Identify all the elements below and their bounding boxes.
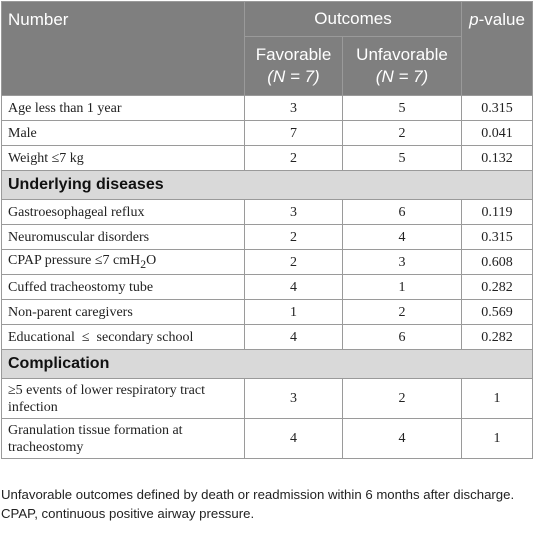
row-unfavorable: 4: [343, 225, 462, 250]
table-row: [2, 146, 533, 171]
row-label: Granulation tissue formation at tracheostomy: [2, 419, 245, 459]
header-p-value: [462, 2, 533, 96]
header-number: Number: [2, 2, 245, 96]
row-p-value: 0.041: [462, 121, 533, 146]
table-row: [2, 96, 533, 121]
row-unfavorable: 6: [343, 325, 462, 350]
row-label: Weight ≤7 kg: [2, 146, 245, 171]
section-row-complication: [2, 350, 533, 379]
row-label: Educational ≤ secondary school: [2, 325, 245, 350]
table-row: [2, 379, 533, 419]
table-row: [2, 200, 533, 225]
header-unfavorable: [343, 37, 462, 96]
row-unfavorable: 5: [343, 96, 462, 121]
table-row: [2, 300, 533, 325]
row-p-value: 0.608: [462, 250, 533, 275]
table-row: [2, 325, 533, 350]
row-unfavorable: 5: [343, 146, 462, 171]
row-favorable: 2: [245, 225, 343, 250]
row-favorable: 4: [245, 325, 343, 350]
row-label-subscript: 2: [140, 257, 147, 271]
row-label: Male: [2, 121, 245, 146]
table-row: [2, 121, 533, 146]
row-p-value: 0.282: [462, 325, 533, 350]
row-unfavorable: 2: [343, 121, 462, 146]
header-outcomes: Outcomes: [245, 2, 462, 37]
row-unfavorable: 6: [343, 200, 462, 225]
row-p-value: 0.282: [462, 275, 533, 300]
row-favorable: 3: [245, 379, 343, 419]
row-label: Neuromuscular disorders: [2, 225, 245, 250]
footnote: Unfavorable outcomes defined by death or readmission within 6 months after discharge.: [1, 487, 515, 502]
row-favorable: 2: [245, 250, 343, 275]
row-favorable: 1: [245, 300, 343, 325]
row-p-value: 0.132: [462, 146, 533, 171]
row-label: [2, 250, 245, 275]
header-unfavorable-n: (N = 7): [375, 67, 429, 86]
row-favorable: 3: [245, 96, 343, 121]
section-title: Complication: [2, 350, 533, 379]
row-label: Gastroesophageal reflux: [2, 200, 245, 225]
row-unfavorable: 1: [343, 275, 462, 300]
row-unfavorable: 3: [343, 250, 462, 275]
row-p-value: 0.119: [462, 200, 533, 225]
row-favorable: 3: [245, 200, 343, 225]
table-header-row: [2, 2, 533, 37]
row-unfavorable: 4: [343, 419, 462, 459]
outcomes-table: [1, 1, 533, 459]
row-p-value: 0.569: [462, 300, 533, 325]
row-unfavorable: 2: [343, 300, 462, 325]
row-label-tail: O: [146, 252, 157, 268]
row-label: Age less than 1 year: [2, 96, 245, 121]
row-label: Cuffed tracheostomy tube: [2, 275, 245, 300]
row-p-value: 1: [462, 379, 533, 419]
section-title: Underlying diseases: [2, 171, 533, 200]
header-unfavorable-label: Unfavorable: [356, 45, 448, 64]
row-label-main: CPAP pressure ≤7 cmH: [8, 252, 141, 268]
row-label: Non-parent caregivers: [2, 300, 245, 325]
row-p-value: 1: [462, 419, 533, 459]
header-p-italic: p: [469, 10, 479, 29]
footnote: CPAP, continuous positive airway pressure.: [1, 506, 255, 521]
header-favorable-label: Favorable: [255, 45, 332, 64]
row-favorable: 4: [245, 419, 343, 459]
header-p-rest: -value: [478, 10, 525, 29]
table-footnotes: [1, 485, 533, 523]
row-favorable: 2: [245, 146, 343, 171]
row-favorable: 7: [245, 121, 343, 146]
table-row: [2, 225, 533, 250]
header-favorable-n: (N = 7): [267, 67, 320, 86]
row-favorable: 4: [245, 275, 343, 300]
section-row-underlying-diseases: [2, 171, 533, 200]
row-unfavorable: 2: [343, 379, 462, 419]
table-row: [2, 419, 533, 459]
table-row: [2, 275, 533, 300]
table-row: [2, 250, 533, 275]
row-p-value: 0.315: [462, 225, 533, 250]
row-label: ≥5 events of lower respiratory tract infection: [2, 379, 245, 419]
header-favorable: [245, 37, 343, 96]
row-p-value: 0.315: [462, 96, 533, 121]
